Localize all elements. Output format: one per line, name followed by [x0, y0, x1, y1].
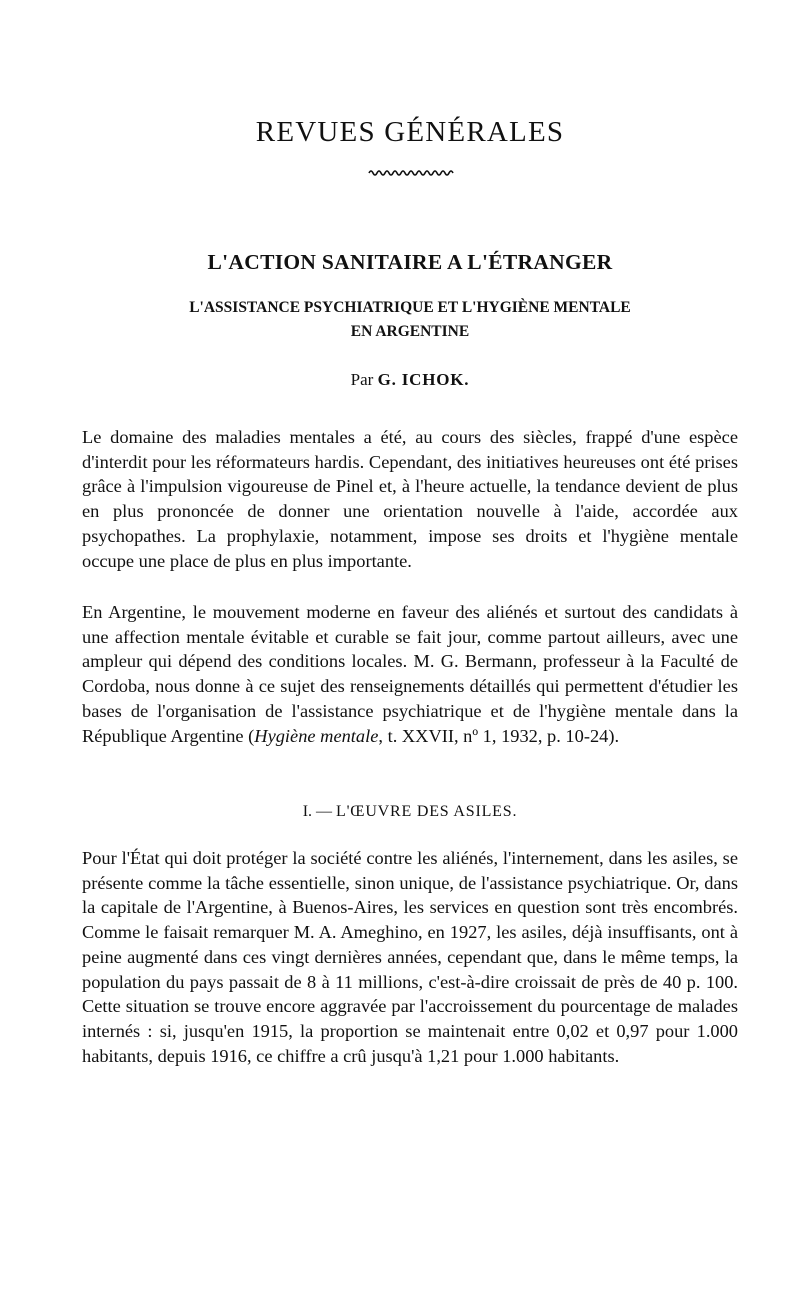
paragraph-1: [82, 425, 738, 573]
byline-prefix: Par: [350, 370, 374, 389]
section-number: I. —: [302, 803, 333, 820]
subtitle-line-1: L'ASSISTANCE PSYCHIATRIQUE ET L'HYGIÈNE MENTALE: [189, 299, 631, 316]
paragraph-3: [82, 846, 738, 1068]
article-subtitle: [82, 296, 738, 344]
paragraph-2-text: [82, 600, 738, 748]
section-heading: [82, 803, 738, 821]
paragraph-1-text: Le domaine des maladies mentales a été, au cours des siècles, frappé d'une espèce d'interdit pour les réformateurs hardis. Cependant, des initiatives heureuses ont été prises grâce à l'impulsion vigoureuse de Pinel et, à l'heure actuelle, la tendance devient de plus en plus prononcée de donner une orientation nouvelle à l'aide, accordée aux psychopathes. La prophylaxie, notamment, impose ses droits et l'hygiène mentale occupe une place de plus en plus importante.: [82, 427, 738, 571]
paragraph-2: [82, 600, 738, 748]
wavy-ornament: [368, 168, 454, 178]
byline: [82, 370, 738, 390]
subtitle-line-2: EN ARGENTINE: [350, 323, 470, 340]
author-name: G. ICHOK.: [377, 370, 470, 389]
paragraph-3-text: Pour l'État qui doit protéger la société contre les aliénés, l'internement, dans les asiles, se présente comme la tâche essentielle, sinon unique, de l'assistance psychiatrique. Or, dans la capitale de l'Argentine, à Buenos-Aires, les services en question sont très encombrés. Comme le faisait remarquer M. A. Ameghino, en 1927, les asiles, déjà insuffisants, ont à peine augmenté dans ces vingt dernières années, cependant que, dans le même temps, la population du pays passait de 8 à 11 millions, c'est-à-dire croissait de près de 40 p. 100. Cette situation se trouve encore aggravée par l'accroissement du pourcentage de malades internés : si, jusqu'en 1915, la proportion se maintenait entre 0,02 et 0,97 pour 1.000 habitants, depuis 1916, ce chiffre a crû jusqu'à 1,21 pour 1.000 habitants.: [82, 848, 738, 1066]
paragraph-2-end: , t. XXVII, nº 1, 1932, p. 10-24).: [378, 725, 620, 746]
section-title: REVUES GÉNÉRALES: [255, 116, 565, 148]
article-title: L'ACTION SANITAIRE A L'ÉTRANGER: [207, 250, 613, 274]
paragraph-2-start: En Argentine, le mouvement moderne en faveur des aliénés et surtout des candidats à une affection mentale évitable et curable se fait jour, comme partout ailleurs, avec une ampleur qui dépend des conditions locales. M. G. Bermann, professeur à la Faculté de Cordoba, nous donne à ce sujet des renseignements détaillés qui permettent d'étudier les bases de l'organisation de l'assistance psychiatrique et de l'hygiène mentale dans la République Argentine (: [82, 602, 738, 746]
section-heading-title: L'ŒUVRE DES ASILES.: [336, 803, 518, 820]
journal-title: Hygiène mentale: [254, 725, 379, 746]
